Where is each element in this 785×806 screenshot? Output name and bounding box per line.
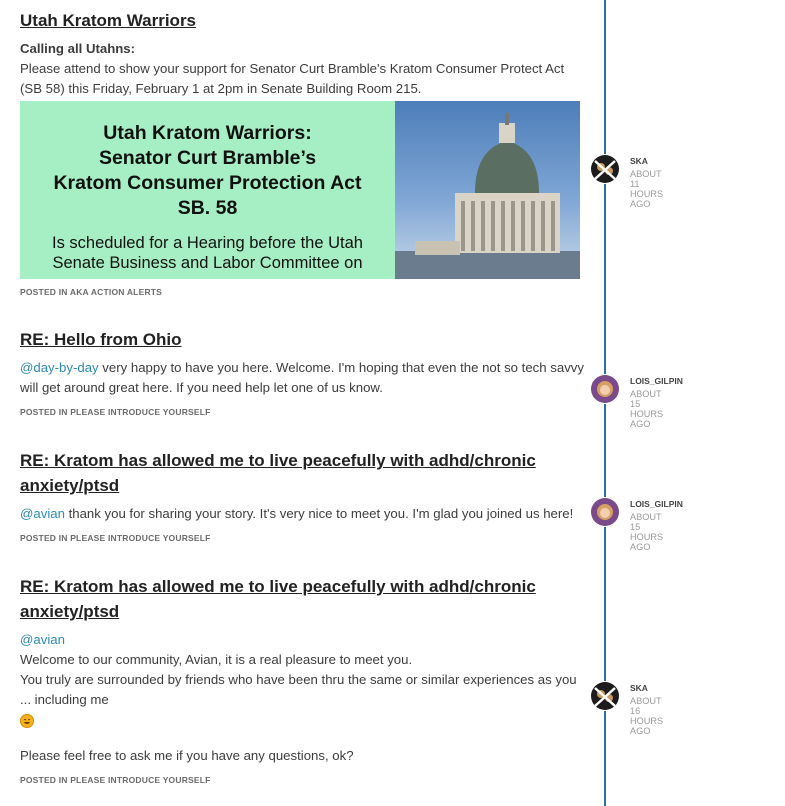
username-link[interactable]: SKA bbox=[630, 156, 648, 166]
post-title-link[interactable]: Utah Kratom Warriors bbox=[20, 11, 197, 30]
username-link[interactable]: LOIS_GILPIN bbox=[630, 499, 683, 509]
posted-in-prefix: POSTED IN bbox=[20, 775, 68, 785]
post-lead: Calling all Utahns: bbox=[20, 41, 136, 56]
lois-avatar[interactable] bbox=[590, 374, 620, 404]
user-mention-link[interactable]: @avian bbox=[20, 632, 65, 647]
post-text: Please attend to show your support for Senator Curt Bramble's Kratom Consumer Protect Act (SB 58) this Friday, February 1 at 2pm in Senate Building Room 215. bbox=[20, 61, 565, 96]
category-link[interactable]: PLEASE INTRODUCE YOURSELF bbox=[70, 533, 211, 543]
posted-in-line bbox=[20, 533, 585, 543]
lois-avatar[interactable] bbox=[590, 497, 620, 527]
banner-line: Kratom Consumer Protection Act bbox=[53, 172, 362, 194]
ska-avatar[interactable] bbox=[590, 681, 620, 711]
posted-in-line bbox=[20, 407, 585, 417]
timestamp: ABOUT 15 HOURS AGO bbox=[630, 389, 664, 429]
ska-avatar[interactable] bbox=[590, 154, 620, 184]
banner-line: Is scheduled for a Hearing before the Utah bbox=[52, 234, 363, 252]
capitol-icon bbox=[395, 101, 580, 279]
post-title-link[interactable]: RE: Hello from Ohio bbox=[20, 330, 182, 349]
post-text: very happy to have you here. Welcome. I'm hoping that even the not so tech savvy will get around great here. If you need help let one of us know. bbox=[20, 360, 584, 395]
banner-line: Utah Kratom Warriors: bbox=[103, 122, 312, 144]
posted-in-line bbox=[20, 775, 585, 785]
posted-in-prefix: POSTED IN bbox=[20, 287, 68, 297]
post-body bbox=[20, 630, 585, 766]
post-title-link[interactable]: RE: Kratom has allowed me to live peacefully with adhd/chronic anxiety/ptsd bbox=[20, 451, 536, 495]
banner-text-panel bbox=[20, 101, 395, 279]
feed-post bbox=[20, 327, 585, 417]
banner-line: Senator Curt Bramble’s bbox=[98, 147, 317, 169]
timestamp: ABOUT 15 HOURS AGO bbox=[630, 512, 664, 552]
post-text: You truly are surrounded by friends who have been thru the same or similar experiences as you ... including me bbox=[20, 672, 577, 707]
post-title-link[interactable]: RE: Kratom has allowed me to live peacefully with adhd/chronic anxiety/ptsd bbox=[20, 577, 536, 621]
user-mention-link[interactable]: @day-by-day bbox=[20, 360, 99, 375]
post-body bbox=[20, 358, 585, 398]
feed-post bbox=[20, 574, 585, 785]
posted-in-line bbox=[20, 287, 585, 297]
capitol-dome-image bbox=[395, 101, 580, 279]
smiley-emoji-icon bbox=[20, 714, 34, 728]
feed-post bbox=[20, 448, 585, 543]
user-mention-link[interactable]: @avian bbox=[20, 506, 65, 521]
posted-in-prefix: POSTED IN bbox=[20, 407, 68, 417]
banner-line: Senate Business and Labor Committee on bbox=[52, 254, 363, 272]
timestamp: ABOUT 16 HOURS AGO bbox=[630, 696, 664, 736]
timestamp: ABOUT 11 HOURS AGO bbox=[630, 169, 664, 209]
post-text: Please feel free to ask me if you have any questions, ok? bbox=[20, 748, 354, 763]
post-body bbox=[20, 504, 585, 524]
post-text: thank you for sharing your story. It's very nice to meet you. I'm glad you joined us here! bbox=[64, 506, 574, 521]
username-link[interactable]: LOIS_GILPIN bbox=[630, 376, 683, 386]
posted-in-prefix: POSTED IN bbox=[20, 533, 68, 543]
category-link[interactable]: PLEASE INTRODUCE YOURSELF bbox=[70, 407, 211, 417]
post-text: Welcome to our community, Avian, it is a real pleasure to meet you. bbox=[20, 652, 413, 667]
post-banner-image[interactable] bbox=[20, 101, 580, 279]
category-link[interactable]: AKA ACTION ALERTS bbox=[69, 287, 163, 297]
banner-line: SB. 58 bbox=[177, 197, 238, 219]
category-link[interactable]: PLEASE INTRODUCE YOURSELF bbox=[70, 775, 211, 785]
username-link[interactable]: SKA bbox=[630, 683, 648, 693]
post-body bbox=[20, 39, 585, 99]
feed-post bbox=[20, 8, 585, 297]
